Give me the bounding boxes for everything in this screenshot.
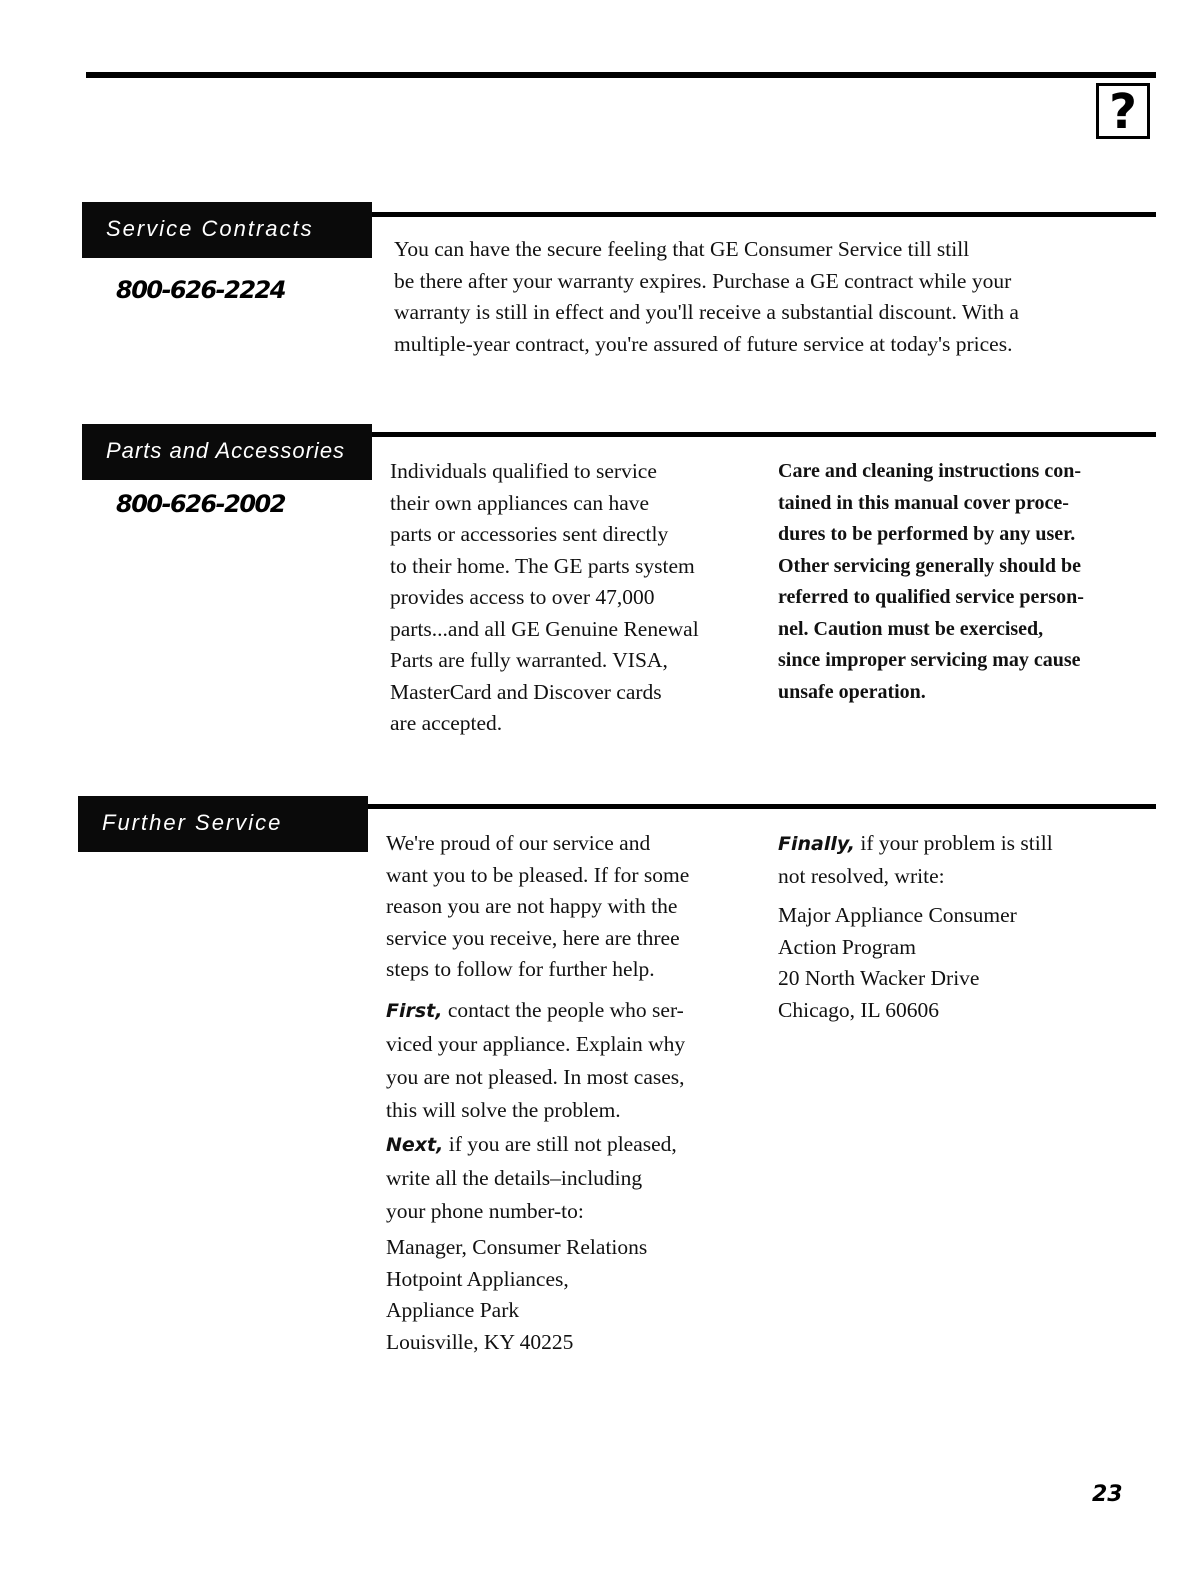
manager-address — [386, 1232, 766, 1358]
text-line: your phone number-to: — [386, 1199, 584, 1223]
top-rule — [86, 72, 1156, 78]
text-line: their own appliances can have — [390, 490, 650, 515]
question-mark-icon: ? — [1096, 83, 1150, 139]
page-number: 23 — [1092, 1482, 1123, 1507]
address-line: Major Appliance Consumer — [778, 903, 1017, 927]
text-line: warranty is still in effect and you'll receive a substantial discount. With a — [394, 300, 1019, 324]
service-contracts-text — [394, 234, 1154, 360]
text-line: Other servicing generally should be — [778, 554, 1081, 577]
text-line: provides access to over 47,000 — [390, 585, 655, 609]
text-line: parts or accessories sent directly — [390, 522, 669, 546]
text-line: to their home. The GE parts system — [390, 553, 695, 578]
address-line: Action Program — [778, 934, 916, 959]
further-service-heading: Further Service — [78, 796, 368, 852]
address-line: Chicago, IL 60606 — [778, 997, 940, 1022]
further-service-rule — [368, 804, 1156, 809]
text-line: nel. Caution must be exercised, — [778, 617, 1044, 640]
first-step-lead: First, — [386, 1000, 443, 1022]
text-line: unsafe operation. — [778, 680, 926, 703]
text-line: be there after your warranty expires. Purchase a GE contract while your — [394, 268, 1012, 293]
text-line: this will solve the problem. — [386, 1098, 621, 1122]
address-line: Louisville, KY 40225 — [386, 1329, 574, 1354]
text-line: viced your appliance. Explain why — [386, 1032, 686, 1056]
text-line — [386, 994, 766, 1028]
service-contracts-phone: 800-626-2224 — [116, 276, 285, 304]
first-step-text — [386, 994, 766, 1127]
parts-accessories-right-text — [778, 456, 1158, 708]
service-contracts-rule — [372, 212, 1156, 217]
text-line: not resolved, write: — [778, 863, 945, 888]
parts-accessories-phone: 800-626-2002 — [116, 490, 285, 518]
text-line: service you receive, here are three — [386, 925, 680, 950]
address-line: Manager, Consumer Relations — [386, 1235, 648, 1259]
text-line: reason you are not happy with the — [386, 894, 678, 918]
text-line: steps to follow for further help. — [386, 957, 655, 981]
text-line: parts...and all GE Genuine Renewal — [390, 616, 699, 641]
text-line: write all the details–including — [386, 1166, 643, 1190]
text-line — [778, 828, 1158, 861]
text-line: since improper servicing may cause — [778, 649, 1081, 671]
text-line: you are not pleased. In most cases, — [386, 1065, 685, 1089]
text-line: We're proud of our service and — [386, 831, 651, 855]
text-line — [386, 1128, 766, 1162]
address-line: 20 North Wacker Drive — [778, 966, 980, 990]
text-line: MasterCard and Discover cards — [390, 679, 662, 704]
text-line: tained in this manual cover proce- — [778, 491, 1069, 514]
address-line: Hotpoint Appliances, — [386, 1266, 569, 1291]
text-line: Parts are fully warranted. VISA, — [390, 648, 668, 672]
text-line: referred to qualified service person- — [778, 586, 1084, 608]
text-line: Individuals qualified to service — [390, 459, 657, 483]
text-line: You can have the secure feeling that GE Consumer Service till still — [394, 237, 970, 261]
finally-step-text — [778, 828, 1158, 892]
text-line: multiple-year contract, you're assured of future service at today's prices. — [394, 331, 1013, 356]
parts-accessories-heading: Parts and Accessories — [82, 424, 372, 480]
major-appliance-address — [778, 900, 1158, 1026]
text-line: are accepted. — [390, 711, 503, 735]
parts-accessories-rule — [372, 432, 1156, 437]
next-step-text — [386, 1128, 766, 1228]
text-line: want you to be pleased. If for some — [386, 862, 690, 887]
parts-accessories-left-text — [390, 456, 770, 740]
finally-step-lead: Finally, — [778, 833, 855, 855]
text-segment: if you are still not pleased, — [448, 1132, 677, 1156]
text-line: dures to be performed by any user. — [778, 523, 1076, 545]
text-segment: if your problem is still — [860, 831, 1053, 855]
text-line: Care and cleaning instructions con- — [778, 460, 1081, 482]
service-contracts-heading: Service Contracts — [82, 202, 372, 258]
further-service-intro — [386, 828, 766, 986]
text-segment: contact the people who ser- — [447, 998, 684, 1022]
next-step-lead: Next, — [386, 1134, 444, 1156]
address-line: Appliance Park — [386, 1298, 520, 1322]
